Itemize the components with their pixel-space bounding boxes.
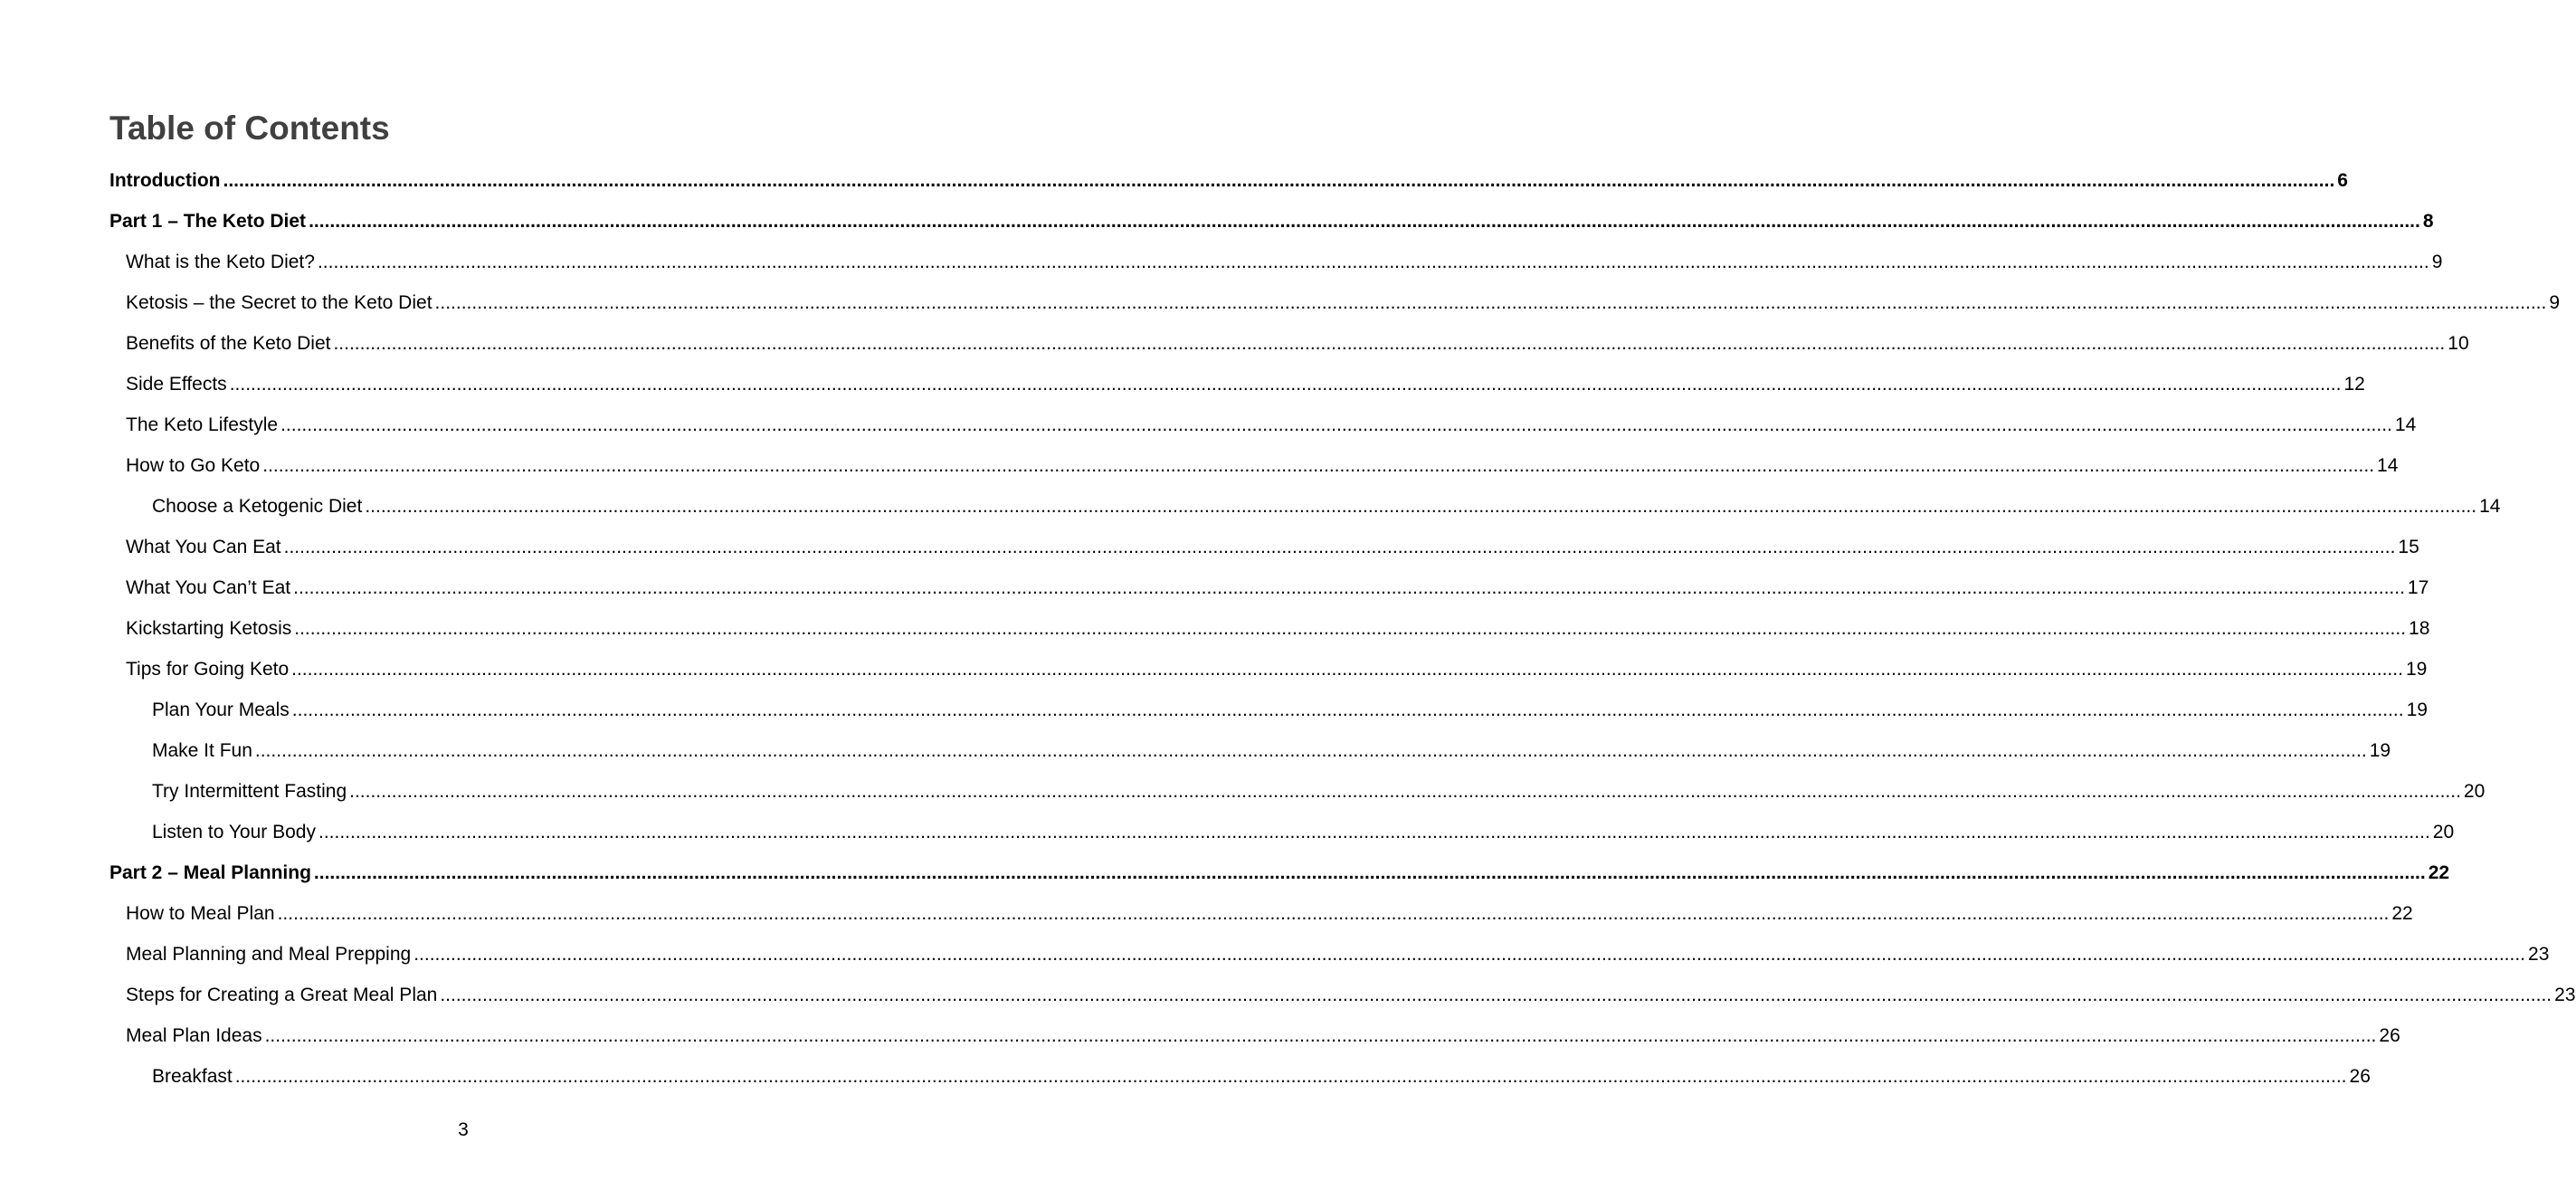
toc-entry[interactable] — [126, 332, 2469, 356]
toc-entry[interactable] — [126, 454, 2399, 478]
toc-entry-title: Kickstarting Ketosis — [126, 618, 292, 639]
toc-entry[interactable] — [152, 739, 2391, 763]
toc-entry[interactable] — [126, 658, 2428, 681]
toc-dot-leader: ................................................................................................................................................................................................................................................................................................................................................................................................................ — [349, 781, 2461, 802]
toc-entry-title: Benefits of the Keto Diet — [126, 333, 331, 354]
toc-entry[interactable] — [152, 821, 2455, 844]
toc-entry-page: 6 — [2337, 170, 2348, 191]
toc-entry[interactable] — [126, 1024, 2400, 1048]
toc-entry[interactable] — [126, 902, 2413, 926]
toc-entry-title: Listen to Your Body — [152, 822, 316, 842]
toc-entry-page: 18 — [2409, 618, 2430, 639]
toc-entry-title: The Keto Lifestyle — [126, 414, 279, 435]
toc-entry[interactable] — [126, 943, 2550, 966]
toc-entry[interactable] — [152, 1065, 2371, 1089]
toc-entry-title: Meal Plan Ideas — [126, 1025, 262, 1046]
toc-dot-leader: ................................................................................................................................................................................................................................................................................................................................................................................................................ — [413, 944, 2526, 965]
toc-entry[interactable] — [109, 210, 2434, 233]
toc-entry-title: How to Meal Plan — [126, 903, 275, 924]
toc-entry-page: 26 — [2379, 1025, 2400, 1046]
toc-dot-leader: ................................................................................................................................................................................................................................................................................................................................................................................................................ — [223, 170, 2335, 191]
toc-entry[interactable] — [152, 699, 2428, 722]
toc-dot-leader: ................................................................................................................................................................................................................................................................................................................................................................................................................ — [333, 333, 2446, 354]
toc-dot-leader: ................................................................................................................................................................................................................................................................................................................................................................................................................ — [309, 211, 2420, 232]
toc-entry-page: 10 — [2448, 333, 2469, 354]
toc-entry-title: Tips for Going Keto — [126, 659, 290, 680]
toc-entry[interactable] — [109, 861, 2450, 885]
page-title: Table of Contents — [109, 109, 390, 147]
toc-entry-page: 9 — [2549, 292, 2561, 313]
toc-entry-title: What You Can’t Eat — [126, 577, 291, 598]
toc-dot-leader: ................................................................................................................................................................................................................................................................................................................................................................................................................ — [294, 618, 2407, 639]
toc-entry-title: Steps for Creating a Great Meal Plan — [126, 985, 438, 1005]
toc-dot-leader: ................................................................................................................................................................................................................................................................................................................................................................................................................ — [317, 252, 2429, 272]
toc-entry[interactable] — [126, 291, 2561, 315]
toc-entry[interactable] — [126, 984, 2576, 1007]
toc-entry-page: 23 — [2554, 985, 2576, 1005]
toc-entry-page: 23 — [2528, 944, 2550, 965]
toc-dot-leader: ................................................................................................................................................................................................................................................................................................................................................................................................................ — [262, 455, 2375, 476]
toc-entry-title: Choose a Ketogenic Diet — [152, 496, 363, 517]
toc-entry-page: 20 — [2463, 781, 2486, 802]
toc-entry-page: 17 — [2407, 577, 2429, 598]
toc-entry-title: What is the Keto Diet? — [126, 252, 315, 272]
toc-entry[interactable] — [126, 617, 2430, 641]
toc-dot-leader: ................................................................................................................................................................................................................................................................................................................................................................................................................ — [280, 414, 2392, 435]
toc-entry-page: 19 — [2369, 740, 2391, 761]
toc-entry-page: 14 — [2377, 455, 2399, 476]
toc-entry-title: Side Effects — [126, 374, 227, 395]
toc-entry-title: Breakfast — [152, 1066, 233, 1087]
toc-entry-title: Meal Planning and Meal Prepping — [126, 944, 412, 965]
toc-entry-page: 12 — [2343, 374, 2365, 395]
toc-entry-title: Introduction — [109, 170, 221, 191]
toc-entry-title: Part 2 – Meal Planning — [109, 862, 311, 883]
toc-dot-leader: ................................................................................................................................................................................................................................................................................................................................................................................................................ — [291, 699, 2404, 720]
toc-dot-leader: ................................................................................................................................................................................................................................................................................................................................................................................................................ — [283, 537, 2396, 557]
toc-entry-page: 15 — [2398, 537, 2419, 557]
toc-entry-title: Make It Fun — [152, 740, 252, 761]
toc-entry-page: 22 — [2391, 903, 2413, 924]
toc-entry-title: Plan Your Meals — [152, 699, 290, 720]
toc-dot-leader: ................................................................................................................................................................................................................................................................................................................................................................................................................ — [313, 862, 2426, 883]
toc-entry-title: Try Intermittent Fasting — [152, 781, 347, 802]
toc-entry-page: 14 — [2394, 414, 2417, 435]
toc-dot-leader: ................................................................................................................................................................................................................................................................................................................................................................................................................ — [318, 822, 2430, 842]
toc-entry-title: How to Go Keto — [126, 455, 261, 476]
page-number: 3 — [458, 1119, 469, 1140]
toc-dot-leader: ................................................................................................................................................................................................................................................................................................................................................................................................................ — [264, 1025, 2377, 1046]
toc-entry-page: 9 — [2431, 252, 2443, 272]
toc-entry-title: Ketosis – the Secret to the Keto Diet — [126, 292, 433, 313]
toc-dot-leader: ................................................................................................................................................................................................................................................................................................................................................................................................................ — [293, 577, 2405, 598]
toc-entry-page: 20 — [2432, 822, 2455, 842]
toc-entry[interactable] — [126, 576, 2429, 600]
toc-entry-page: 19 — [2405, 659, 2428, 680]
toc-dot-leader: ................................................................................................................................................................................................................................................................................................................................................................................................................ — [229, 374, 2342, 395]
toc-entry-title: What You Can Eat — [126, 537, 281, 557]
toc-entry[interactable] — [109, 169, 2348, 193]
toc-entry[interactable] — [126, 536, 2419, 559]
toc-entry[interactable] — [126, 251, 2443, 274]
toc-entry[interactable] — [152, 780, 2486, 804]
toc-entry-page: 26 — [2349, 1066, 2371, 1087]
toc-entry[interactable] — [126, 414, 2417, 437]
toc-dot-leader: ................................................................................................................................................................................................................................................................................................................................................................................................................ — [277, 903, 2390, 924]
toc-entry-page: 19 — [2406, 699, 2428, 720]
toc-entry[interactable] — [152, 495, 2501, 519]
toc-dot-leader: ................................................................................................................................................................................................................................................................................................................................................................................................................ — [254, 740, 2367, 761]
toc-dot-leader: ................................................................................................................................................................................................................................................................................................................................................................................................................ — [434, 292, 2547, 313]
toc-entry-page: 22 — [2428, 862, 2450, 883]
toc-entry-page: 14 — [2479, 496, 2501, 517]
toc-dot-leader: ................................................................................................................................................................................................................................................................................................................................................................................................................ — [440, 985, 2552, 1005]
toc-entry-page: 8 — [2422, 211, 2434, 232]
toc-dot-leader: ................................................................................................................................................................................................................................................................................................................................................................................................................ — [234, 1066, 2347, 1087]
toc-dot-leader: ................................................................................................................................................................................................................................................................................................................................................................................................................ — [291, 659, 2403, 680]
toc-entry-title: Part 1 – The Keto Diet — [109, 211, 307, 232]
toc-entry[interactable] — [126, 373, 2365, 396]
toc-dot-leader: ................................................................................................................................................................................................................................................................................................................................................................................................................ — [365, 496, 2477, 517]
